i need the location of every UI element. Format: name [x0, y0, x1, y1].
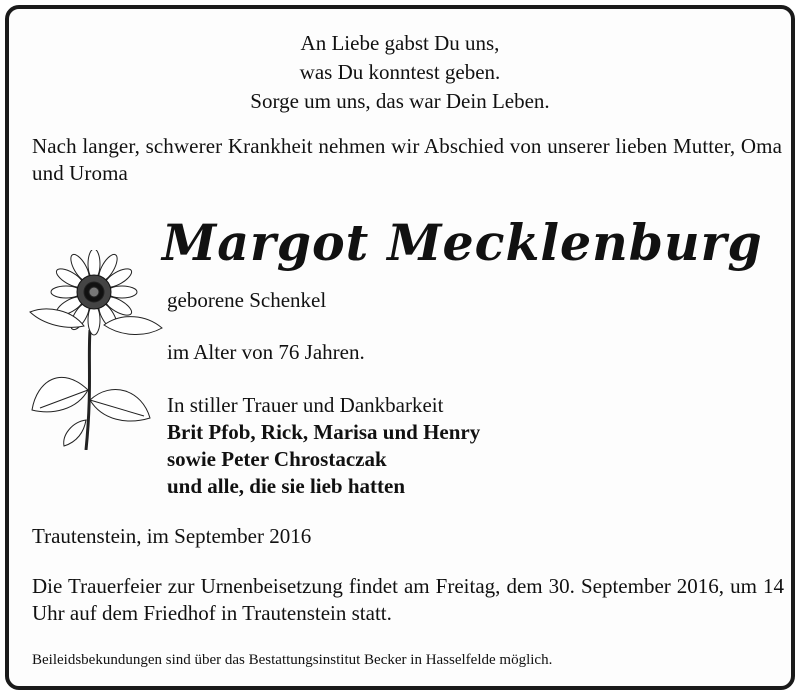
mourners-line-3: und alle, die sie lieb hatten	[167, 474, 406, 498]
poem-line-3: Sorge um uns, das war Dein Leben.	[250, 89, 550, 113]
poem	[0, 29, 800, 116]
mourners-line-1: Brit Pfob, Rick, Marisa und Henry	[167, 420, 481, 444]
poem-line-2: was Du konntest geben.	[299, 60, 501, 84]
funeral-info: Die Trauerfeier zur Urnenbeisetzung findet am Freitag, dem 30. September 2016, um 14 Uhr auf dem Friedhof in Trautenstein statt.	[32, 574, 784, 625]
deceased-name: Margot Mecklenburg	[162, 213, 763, 272]
place-date: Trautenstein, im September 2016	[32, 524, 312, 548]
mourners-intro: In stiller Trauer und Dankbarkeit	[167, 393, 444, 417]
birth-name: geborene Schenkel	[167, 288, 327, 312]
age-text: im Alter von 76 Jahren.	[167, 340, 365, 364]
condolences-note: Beileidsbekundungen sind über das Bestattungsinstitut Becker in Hasselfelde möglich.	[32, 652, 553, 668]
poem-line-1: An Liebe gabst Du uns,	[300, 31, 500, 55]
intro-text: Nach langer, schwerer Krankheit nehmen wir Abschied von unserer lieben Mutter, Oma und Uroma	[32, 134, 782, 185]
mourners-line-2: sowie Peter Chrostaczak	[167, 447, 387, 471]
sunflower-icon	[22, 250, 172, 450]
